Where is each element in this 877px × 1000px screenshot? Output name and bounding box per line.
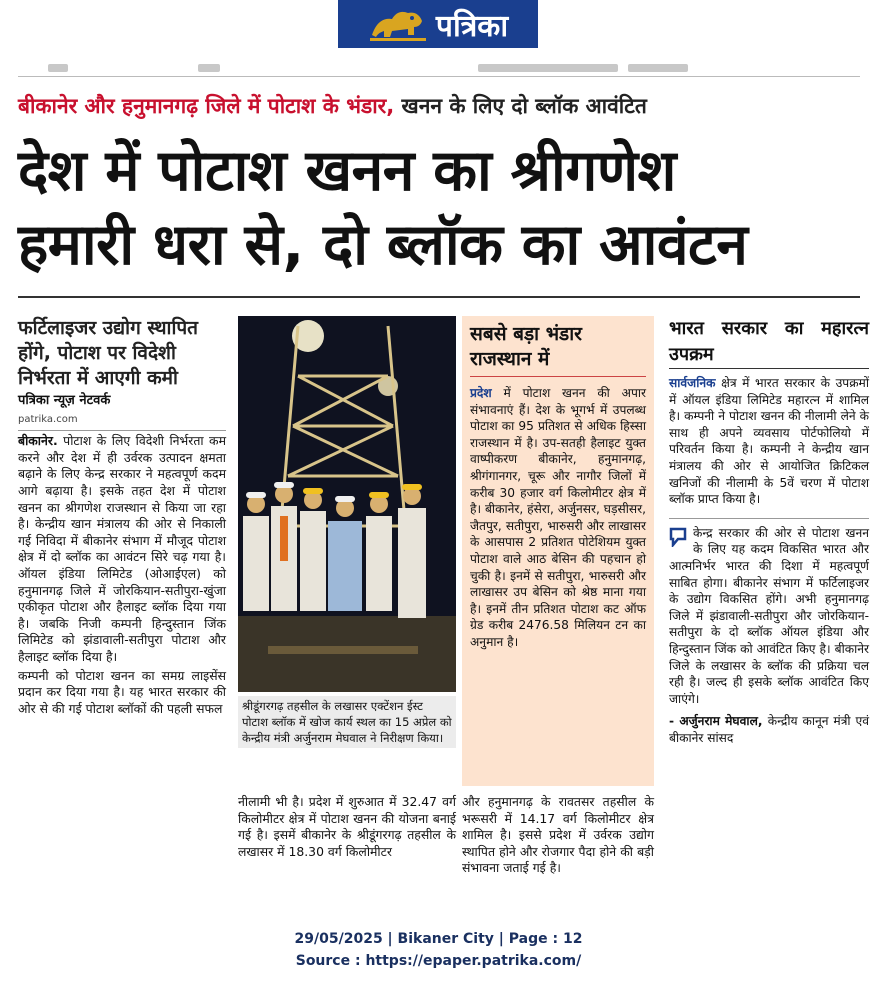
top-strip <box>18 62 860 77</box>
footer <box>0 928 877 972</box>
brand-name: पत्रिका <box>435 8 509 44</box>
right-text: क्षेत्र में भारत सरकार के उपक्रमों में ऑयल इंडिया लिमिटेड महारत्न में शामिल है। कम्पनी ने पोटाश खनन की नीलामी लेने के साथ ही अपने व्यवसाय पोर्टफोलियो में परिवर्तन किया है। कम्पनी ने केन्द्रीय खान मंत्रालय की ओर से आयोजित क्रिटिकल खनिजों की नीलामी के 5वें चरण में पोटाश ब्लॉक प्राप्त किया है। <box>669 376 869 507</box>
headline-line-2: हमारी धरा से, दो ब्लॉक का आवंटन <box>18 212 748 278</box>
left-para-1: पोटाश के लिए विदेशी निर्भरता कम करने और देश में ही उर्वरक उत्पादन क्षमता बढ़ाने के लिए केन्द्र सरकार ने महत्वपूर्ण कदम आगे बढ़ाया है। इसके तहत देश में पोटाश खनन का श्रीगणेश राजस्थान से किया जा रहा है। केन्द्रीय खान मंत्रालय की ओर से निकाली गई निविदा में बीकानेर संभाग में मौजूद पोटाश क्षेत्र में दो ब्लॉक का आवंटन सिरे चढ़ गया है। ऑयल इंडिया लिमिटेड (ओआईएल) को हनुमानगढ़ जिले में जोरकियान-सतीपुरा-खुंजा एकीकृत पोटाश और हैलाइट ब्लॉक दिया गया है। जबकि निजी कम्पनी हिन्दुस्तान जिंक लिमिटेड को झंडावाली-सतीपुरा पोटाश और हैलाइट ब्लॉक दिया है। <box>18 433 226 664</box>
inspection-photo <box>238 316 456 692</box>
footer-date-line: 29/05/2025 | Bikaner City | Page : 12 <box>294 931 583 947</box>
lion-icon <box>368 5 428 43</box>
left-para-2: कम्पनी को पोटाश खनन का समग्र लाइसेंस प्रदान कर दिया गया है। यह भारत सरकार की ओर से की गई पोटाश ब्लॉकों की पहली सफल <box>18 667 226 716</box>
headline <box>18 134 870 282</box>
drilling-rig-photo <box>238 316 456 692</box>
headline-line-1: देश में पोटाश खनन का श्रीगणेश <box>18 138 676 204</box>
footer-source-line[interactable]: Source : https://epaper.patrika.com/ <box>295 953 582 969</box>
info-box-lead: प्रदेश <box>470 386 492 400</box>
left-subhead: फर्टिलाइजर उद्योग स्थापित होंगे, पोटाश पर विदेशी निर्भरता में आएगी कमी <box>18 317 198 389</box>
peach-bottom-text: और हनुमानगढ़ के रावतसर तहसील के भरूसरी में 14.17 वर्ग किलोमीटर क्षेत्र शामिल है। इससे प्रदेश में उर्वरक उद्योग स्थापित होने और रोजगार पैदा होने की बड़ी संभावना जताई गई है। <box>462 794 654 876</box>
right-title: भारत सरकार का महारत्न उपक्रम <box>669 316 869 369</box>
kicker <box>18 92 870 120</box>
dateline: बीकानेर. <box>18 433 58 449</box>
quote-author-line <box>669 713 869 746</box>
photo-caption: श्रीडूंगरगढ़ तहसील के लखासर एक्टेंशन ईस्ट पोटाश ब्लॉक में खोज कार्य स्थल का 15 अप्रेल को केन्द्रीय मंत्री अर्जुनराम मेघवाल ने निरीक्षण किया। <box>238 696 456 748</box>
website: patrika.com <box>18 412 226 432</box>
quote-role: केन्द्रीय कानून मंत्री एवं बीकानेर सांसद <box>669 714 869 745</box>
quote-author: - अर्जुनराम मेघवाल, <box>669 714 763 729</box>
kicker-dark: खनन के लिए दो ब्लॉक आवंटित <box>401 94 647 118</box>
info-box <box>462 316 654 786</box>
minister-quote <box>669 518 869 747</box>
info-box-title: सबसे बड़ा भंडार राजस्थान में <box>470 322 646 377</box>
left-column <box>18 316 226 719</box>
center-bottom-text: नीलामी भी है। प्रदेश में शुरुआत में 32.47 वर्ग किलोमीटर क्षेत्र में पोटाश खनन की योजना बनाई गई है। इसमें बीकानेर के श्रीडूंगरगढ़ तहसील के लखासर में 18.30 वर्ग किलोमीटर <box>238 794 456 859</box>
byline: पत्रिका न्यूज़ नेटवर्क <box>18 393 111 408</box>
article <box>18 296 869 898</box>
info-box-text: में पोटाश खनन की अपार संभावनाएं हैं। देश के भूगर्भ में उपलब्ध पोटाश का 95 प्रतिशत से अधिक हिस्सा राजस्थान में है। उप-सतही हैलाइट युक्त वाष्पीकरण बीकानेर, हनुमानगढ़, श्रीगंगानगर, चूरू और नागौर जिलों में करीब 30 हजार वर्ग किलोमीटर क्षेत्र में है। बीकानेर, हंसेरा, अर्जुनसर, घड़सीसर, जैतपुर, सतीपुरा, भारुसरी और लाखासर के आसपास 2 प्रतिशत पोटेशियम युक्त पोटाश वाले आठ बेसिन की पहचान हो चुकी है। इनमें से सतीपुरा, भारुसरी और लाखासर उप बेसिन को श्रेष्ठ माना गया है। इनमें तीन प्रतिशत पोटाश कट ऑफ ग्रेड करीब 2476.58 मिलियन टन का अनुमान है। <box>470 386 647 649</box>
right-lead: सार्वजनिक <box>669 376 716 390</box>
quote-text: केन्द्र सरकार की ओर से पोटाश खनन के लिए यह कदम विकसित भारत और आत्मनिर्भर भारत की दिशा में महत्वपूर्ण साबित होगा। बीकानेर संभाग में फर्टिलाइजर के उद्योग विकसित होंगे। अभी हनुमानगढ़ जिले में झंडावाली-सतीपुरा और जोरकियान-सतीपुरा के दो ब्लॉक ऑयल इंडिया और हिन्दुस्तान जिंक को आवंटित किए है। बीकानेर जिले के लखासर के ब्लॉक की प्रक्रिया चल रही है। जल्द ही इसके ब्लॉक आवंटित किए जाएंगे। <box>669 525 869 706</box>
right-column <box>669 316 869 746</box>
masthead <box>338 0 538 48</box>
quote-mark-icon <box>669 527 687 547</box>
kicker-red: बीकानेर और हनुमानगढ़ जिले में पोटाश के भंडार, <box>18 94 395 118</box>
